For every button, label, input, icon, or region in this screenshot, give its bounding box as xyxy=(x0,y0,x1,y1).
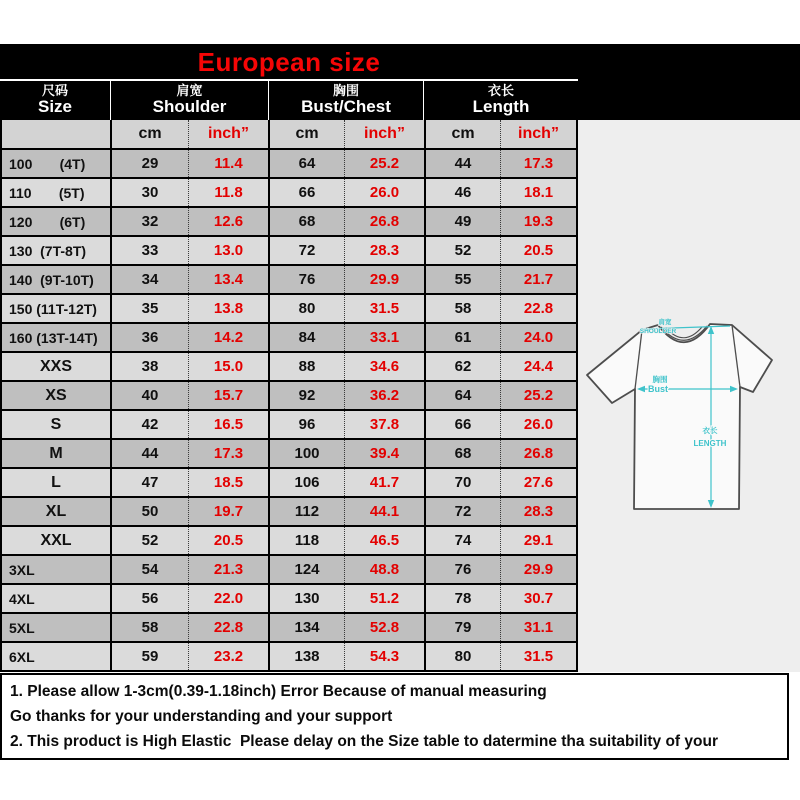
inch-value: 31.5 xyxy=(500,643,576,670)
cm-value: 38 xyxy=(110,353,188,380)
column-group-length-zh: 衣长 xyxy=(487,83,514,98)
column-group-bust-zh: 胸围 xyxy=(332,83,359,98)
cm-value: 74 xyxy=(424,527,500,554)
table-row xyxy=(2,382,576,411)
inch-value: 12.6 xyxy=(188,208,268,235)
cm-value: 44 xyxy=(110,440,188,467)
cm-value: 56 xyxy=(110,585,188,612)
size-table xyxy=(0,120,578,672)
inch-value: 17.3 xyxy=(500,150,576,177)
inch-value: 28.3 xyxy=(500,498,576,525)
cm-value: 58 xyxy=(110,614,188,641)
cm-value: 76 xyxy=(424,556,500,583)
cm-value: 55 xyxy=(424,266,500,293)
table-row xyxy=(2,295,576,324)
bust-label-zh: 胸围 xyxy=(652,375,668,384)
inch-value: 20.5 xyxy=(188,527,268,554)
size-label: 160 (13T-14T) xyxy=(9,329,98,346)
cm-value: 29 xyxy=(110,150,188,177)
inch-value: 26.8 xyxy=(500,440,576,467)
column-group-bust-en: Bust/Chest xyxy=(301,97,391,117)
inch-value: 24.0 xyxy=(500,324,576,351)
cm-value: 54 xyxy=(110,556,188,583)
inch-value: 19.3 xyxy=(500,208,576,235)
size-table-body xyxy=(2,150,576,672)
cm-value: 76 xyxy=(268,266,344,293)
cm-value: 64 xyxy=(424,382,500,409)
inch-value: 24.4 xyxy=(500,353,576,380)
note-line-3: 2. This product is High Elastic Please delay on the Size table to datermine tha suitability of your xyxy=(10,732,718,750)
inch-value: 37.8 xyxy=(344,411,424,438)
column-group-size-en: Size xyxy=(37,97,73,117)
inch-value: 22.8 xyxy=(500,295,576,322)
column-group-length xyxy=(423,81,578,120)
size-label: S xyxy=(50,415,62,433)
inch-value: 19.7 xyxy=(188,498,268,525)
inch-value: 29.1 xyxy=(500,527,576,554)
cm-value: 59 xyxy=(110,643,188,670)
size-label: XXS xyxy=(39,357,72,375)
table-row xyxy=(2,527,576,556)
units-row xyxy=(2,120,576,150)
inch-value: 16.5 xyxy=(188,411,268,438)
inch-value: 15.0 xyxy=(188,353,268,380)
cm-value: 84 xyxy=(268,324,344,351)
inch-value: 52.8 xyxy=(344,614,424,641)
cm-value: 118 xyxy=(268,527,344,554)
inch-value: 26.8 xyxy=(344,208,424,235)
unit-cell-inch: inch” xyxy=(188,120,268,148)
table-row xyxy=(2,208,576,237)
column-group-shoulder-en: Shoulder xyxy=(152,97,227,117)
cm-value: 47 xyxy=(110,469,188,496)
inch-value: 14.2 xyxy=(188,324,268,351)
table-row xyxy=(2,179,576,208)
table-row xyxy=(2,324,576,353)
column-group-bust xyxy=(268,81,423,120)
size-label: 100 (4T) xyxy=(9,155,86,172)
cm-value: 62 xyxy=(424,353,500,380)
note-line-2: Go thanks for your understanding and your support xyxy=(10,707,393,725)
inch-value: 23.2 xyxy=(188,643,268,670)
column-header-row xyxy=(0,79,578,120)
column-group-size xyxy=(0,81,110,120)
cm-value: 78 xyxy=(424,585,500,612)
inch-value: 15.7 xyxy=(188,382,268,409)
table-row xyxy=(2,237,576,266)
length-label-en: LENGTH xyxy=(693,439,727,448)
table-row xyxy=(2,585,576,614)
cm-value: 46 xyxy=(424,179,500,206)
inch-value: 46.5 xyxy=(344,527,424,554)
size-label: XL xyxy=(45,502,67,520)
inch-value: 18.5 xyxy=(188,469,268,496)
inch-value: 29.9 xyxy=(500,556,576,583)
cm-value: 80 xyxy=(424,643,500,670)
cm-value: 96 xyxy=(268,411,344,438)
cm-value: 138 xyxy=(268,643,344,670)
inch-value: 34.6 xyxy=(344,353,424,380)
size-label: 3XL xyxy=(9,561,35,578)
cm-value: 106 xyxy=(268,469,344,496)
inch-value: 25.2 xyxy=(500,382,576,409)
unit-cell-cm: cm xyxy=(268,120,344,148)
inch-value: 22.8 xyxy=(188,614,268,641)
cm-value: 33 xyxy=(110,237,188,264)
inch-value: 26.0 xyxy=(500,411,576,438)
size-label: XS xyxy=(45,386,67,404)
inch-value: 30.7 xyxy=(500,585,576,612)
cm-value: 66 xyxy=(268,179,344,206)
shoulder-label-en: SHOULDER xyxy=(639,328,677,335)
cm-value: 61 xyxy=(424,324,500,351)
cm-value: 130 xyxy=(268,585,344,612)
cm-value: 124 xyxy=(268,556,344,583)
table-row xyxy=(2,440,576,469)
column-group-length-en: Length xyxy=(472,97,530,117)
inch-value: 51.2 xyxy=(344,585,424,612)
size-label: M xyxy=(49,444,63,462)
table-row xyxy=(2,353,576,382)
table-row xyxy=(2,411,576,440)
cm-value: 79 xyxy=(424,614,500,641)
cm-value: 72 xyxy=(268,237,344,264)
cm-value: 32 xyxy=(110,208,188,235)
inch-value: 17.3 xyxy=(188,440,268,467)
inch-value: 11.8 xyxy=(188,179,268,206)
cm-value: 70 xyxy=(424,469,500,496)
size-label: 6XL xyxy=(9,648,35,665)
cm-value: 100 xyxy=(268,440,344,467)
cm-value: 72 xyxy=(424,498,500,525)
column-group-shoulder xyxy=(110,81,268,120)
table-row xyxy=(2,498,576,527)
inch-value: 41.7 xyxy=(344,469,424,496)
cm-value: 134 xyxy=(268,614,344,641)
inch-value: 22.0 xyxy=(188,585,268,612)
notes-section xyxy=(0,673,789,760)
inch-value: 54.3 xyxy=(344,643,424,670)
inch-value: 11.4 xyxy=(188,150,268,177)
tshirt-diagram xyxy=(578,120,800,672)
length-label-zh: 衣长 xyxy=(702,426,718,435)
inch-value: 36.2 xyxy=(344,382,424,409)
inch-value: 25.2 xyxy=(344,150,424,177)
column-group-size-zh: 尺码 xyxy=(41,83,68,98)
cm-value: 42 xyxy=(110,411,188,438)
cm-value: 35 xyxy=(110,295,188,322)
size-label: L xyxy=(51,473,61,491)
size-label: 130 (7T-8T) xyxy=(9,242,87,259)
size-label: 110 (5T) xyxy=(9,184,85,201)
shoulder-label-zh: 肩宽 xyxy=(658,319,672,326)
cm-value: 64 xyxy=(268,150,344,177)
table-row xyxy=(2,266,576,295)
unit-cell-inch: inch” xyxy=(344,120,424,148)
cm-value: 92 xyxy=(268,382,344,409)
size-label: 5XL xyxy=(9,619,35,636)
cm-value: 30 xyxy=(110,179,188,206)
size-label: 140 (9T-10T) xyxy=(9,271,94,288)
cm-value: 66 xyxy=(424,411,500,438)
inch-value: 21.3 xyxy=(188,556,268,583)
table-row xyxy=(2,556,576,585)
cm-value: 112 xyxy=(268,498,344,525)
table-row xyxy=(2,150,576,179)
column-group-shoulder-zh: 肩宽 xyxy=(176,83,203,98)
inch-value: 39.4 xyxy=(344,440,424,467)
cm-value: 68 xyxy=(424,440,500,467)
table-row xyxy=(2,643,576,672)
inch-value: 31.1 xyxy=(500,614,576,641)
inch-value: 20.5 xyxy=(500,237,576,264)
cm-value: 44 xyxy=(424,150,500,177)
cm-value: 36 xyxy=(110,324,188,351)
side-panel xyxy=(578,120,800,672)
inch-value: 21.7 xyxy=(500,266,576,293)
note-line-1: 1. Please allow 1-3cm(0.39-1.18inch) Error Because of manual measuring xyxy=(10,682,547,700)
cm-value: 49 xyxy=(424,208,500,235)
size-label: 120 (6T) xyxy=(9,213,86,230)
cm-value: 40 xyxy=(110,382,188,409)
units-row-empty-cell xyxy=(2,120,110,148)
inch-value: 13.4 xyxy=(188,266,268,293)
inch-value: 48.8 xyxy=(344,556,424,583)
cm-value: 34 xyxy=(110,266,188,293)
cm-value: 88 xyxy=(268,353,344,380)
cm-value: 52 xyxy=(110,527,188,554)
unit-cell-cm: cm xyxy=(110,120,188,148)
inch-value: 44.1 xyxy=(344,498,424,525)
cm-value: 68 xyxy=(268,208,344,235)
cm-value: 52 xyxy=(424,237,500,264)
unit-cell-inch: inch” xyxy=(500,120,576,148)
size-label: 150 (11T-12T) xyxy=(9,300,97,317)
cm-value: 50 xyxy=(110,498,188,525)
page-title: European size xyxy=(197,47,381,77)
unit-cell-cm: cm xyxy=(424,120,500,148)
shirt-outline xyxy=(587,324,772,509)
table-row xyxy=(2,469,576,498)
inch-value: 31.5 xyxy=(344,295,424,322)
cm-value: 80 xyxy=(268,295,344,322)
inch-value: 29.9 xyxy=(344,266,424,293)
size-label: 4XL xyxy=(9,590,35,607)
inch-value: 13.8 xyxy=(188,295,268,322)
inch-value: 27.6 xyxy=(500,469,576,496)
table-row xyxy=(2,614,576,643)
inch-value: 18.1 xyxy=(500,179,576,206)
inch-value: 13.0 xyxy=(188,237,268,264)
size-label: XXL xyxy=(40,531,72,549)
cm-value: 58 xyxy=(424,295,500,322)
inch-value: 28.3 xyxy=(344,237,424,264)
inch-value: 33.1 xyxy=(344,324,424,351)
inch-value: 26.0 xyxy=(344,179,424,206)
bust-label-en: Bust xyxy=(648,384,668,394)
